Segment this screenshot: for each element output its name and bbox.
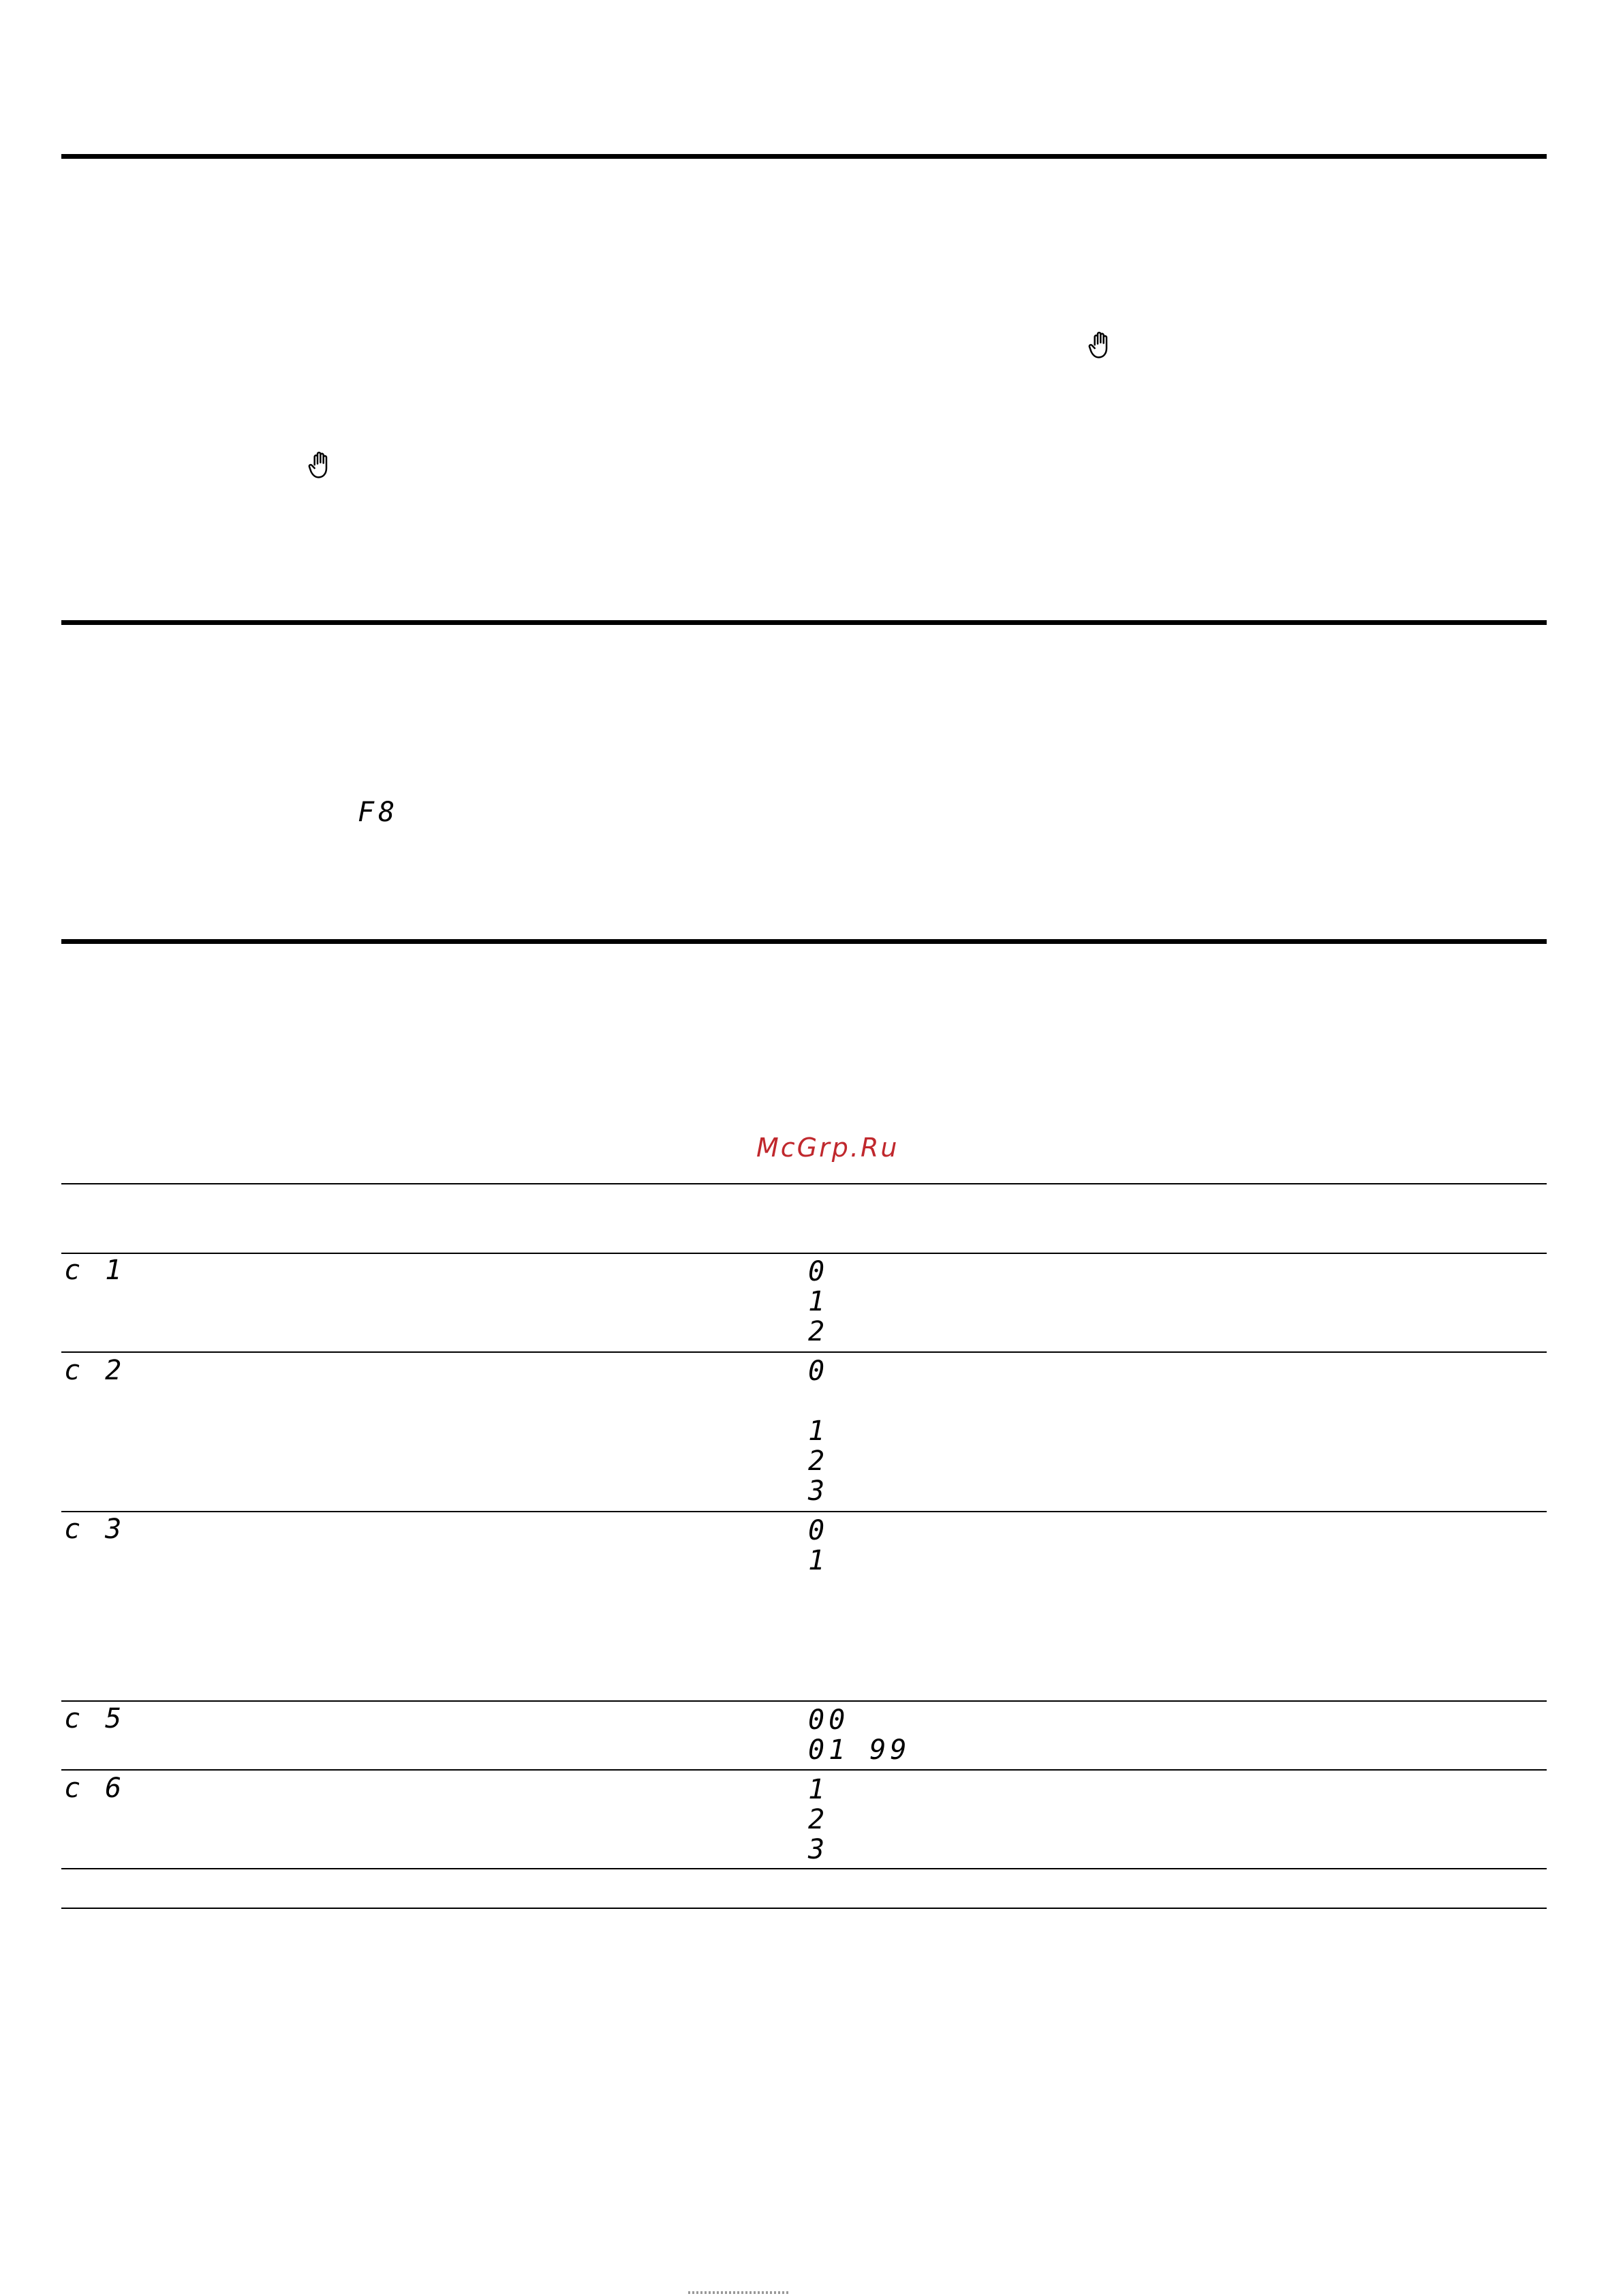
setting-code-c5: c 5 bbox=[64, 1703, 126, 1734]
setting-value: 2 bbox=[808, 1316, 829, 1347]
setting-value: 1 bbox=[808, 1415, 829, 1447]
display-code-f8: F8 bbox=[358, 797, 399, 828]
setting-value: 2 bbox=[808, 1804, 829, 1835]
table-row-rule bbox=[61, 1351, 1547, 1353]
table-top-rule bbox=[61, 1183, 1547, 1184]
setting-value: 0 bbox=[808, 1256, 829, 1287]
footer-mark bbox=[688, 2291, 790, 2294]
setting-value: 0 bbox=[808, 1356, 829, 1387]
setting-value: 0 bbox=[808, 1515, 829, 1546]
section-divider-top bbox=[61, 154, 1547, 159]
setting-value: 01 99 bbox=[808, 1734, 911, 1766]
hand-icon bbox=[1087, 330, 1114, 360]
table-row-rule bbox=[61, 1700, 1547, 1702]
table-header-rule bbox=[61, 1253, 1547, 1254]
setting-value: 3 bbox=[808, 1834, 829, 1865]
setting-value: 2 bbox=[808, 1445, 829, 1477]
table-row-rule bbox=[61, 1868, 1547, 1869]
table-row-rule bbox=[61, 1769, 1547, 1771]
table-row-rule bbox=[61, 1511, 1547, 1512]
setting-value: 3 bbox=[808, 1475, 829, 1507]
setting-value: 1 bbox=[808, 1286, 829, 1317]
section-divider-bottom bbox=[61, 939, 1547, 944]
hand-icon bbox=[307, 450, 334, 480]
setting-value: 00 bbox=[808, 1704, 850, 1736]
setting-value: 1 bbox=[808, 1545, 829, 1576]
section-divider-middle bbox=[61, 620, 1547, 625]
setting-code-c1: c 1 bbox=[64, 1255, 126, 1286]
setting-code-c6: c 6 bbox=[64, 1773, 126, 1804]
table-bottom-rule bbox=[61, 1908, 1547, 1909]
setting-code-c3: c 3 bbox=[64, 1514, 126, 1545]
setting-value: 1 bbox=[808, 1774, 829, 1805]
setting-code-c2: c 2 bbox=[64, 1355, 126, 1386]
watermark: McGrp.Ru bbox=[756, 1133, 899, 1163]
